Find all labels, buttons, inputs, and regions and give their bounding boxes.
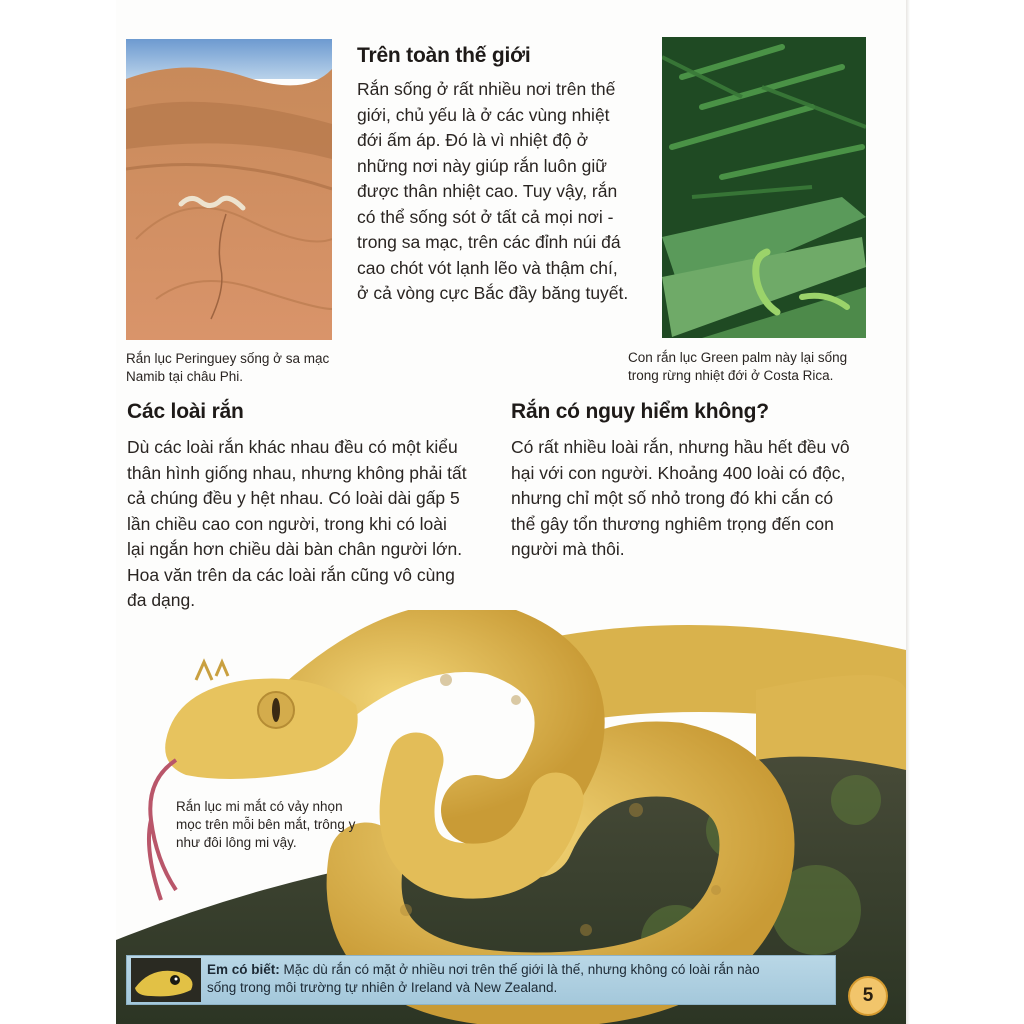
jungle-photo — [662, 37, 866, 338]
page-number-badge: 5 — [848, 976, 888, 1016]
desert-photo — [126, 39, 332, 340]
text-line: hại với con người. Khoảng 400 loài có độc, — [511, 462, 846, 483]
caption-line: mọc trên mỗi bên mắt, trông y — [176, 817, 356, 832]
fact-lead: Em có biết: — [207, 962, 280, 977]
caption-line: như đôi lông mi vậy. — [176, 835, 297, 850]
text-line: Hoa văn trên da các loài rắn cũng vô cùng — [127, 564, 455, 585]
text-line: đới ấm áp. Đó là vì nhiệt độ ở — [357, 130, 589, 150]
text-line: thể gây tổn thương nghiêm trọng đến con — [511, 513, 834, 534]
text-line: Có rất nhiều loài rắn, nhưng hầu hết đều vô — [511, 437, 850, 457]
caption-line: Namib tại châu Phi. — [126, 369, 244, 384]
text-line: cả chúng đều y hệt nhau. Có loài dài gấp 5 — [127, 488, 460, 508]
caption-line: Rắn lục Peringuey sống ở sa mạc — [126, 351, 330, 366]
species-heading: Các loài rắn — [127, 400, 244, 423]
fact-text — [207, 961, 827, 997]
text-line: được thân nhiệt cao. Tuy vậy, rắn — [357, 181, 618, 201]
text-line: Dù các loài rắn khác nhau đều có một kiểu — [127, 437, 458, 457]
text-line: người mà thôi. — [511, 539, 625, 559]
text-line: trong sa mạc, trên các đỉnh núi đá — [357, 232, 621, 252]
eyelash-caption — [176, 798, 355, 852]
page-edge — [906, 0, 910, 1024]
text-line: nhưng chỉ một số nhỏ trong đó khi cắn có — [511, 488, 834, 508]
desert-caption — [126, 350, 329, 386]
jungle-caption — [628, 349, 847, 385]
text-line: có thể sống sót ở tất cả mọi nơi - — [357, 206, 614, 227]
text-line: giới, chủ yếu là ở các vùng nhiệt — [357, 104, 610, 125]
text-line: Rắn sống ở rất nhiều nơi trên thế — [357, 79, 616, 99]
text-line: cao chót vót lạnh lẽo và thậm chí, — [357, 257, 618, 278]
world-heading: Trên toàn thế giới — [357, 44, 531, 67]
caption-line: trong rừng nhiệt đới ở Costa Rica. — [628, 368, 834, 383]
fact-line-2: sống trong môi trường tự nhiên ở Ireland và New Zealand. — [207, 980, 558, 995]
snake-head-icon — [131, 958, 201, 1002]
danger-heading: Rắn có nguy hiểm không? — [511, 400, 769, 423]
text-line: lần chiều cao con người, trong khi có loài — [127, 513, 447, 534]
species-paragraph — [127, 435, 467, 614]
caption-line: Rắn lục mi mắt có vảy nhọn — [176, 799, 343, 814]
text-line: đa dạng. — [127, 590, 196, 610]
danger-paragraph — [511, 435, 850, 563]
fact-line-1: Mặc dù rắn có mặt ở nhiều nơi trên thế giới là thế, nhưng không có loài rắn nào — [279, 962, 760, 977]
text-line: ở cả vòng cực Bắc đầy băng tuyết. — [357, 283, 629, 303]
text-line: lại ngắn hơn chiều dài bàn chân người lớn. — [127, 539, 463, 559]
text-line: những nơi này giúp rắn luôn giữ — [357, 155, 607, 176]
world-paragraph — [357, 77, 628, 307]
fact-box — [126, 955, 836, 1005]
caption-line: Con rắn lục Green palm này lại sống — [628, 350, 848, 365]
text-line: thân hình giống nhau, nhưng không phải tất — [127, 462, 467, 483]
